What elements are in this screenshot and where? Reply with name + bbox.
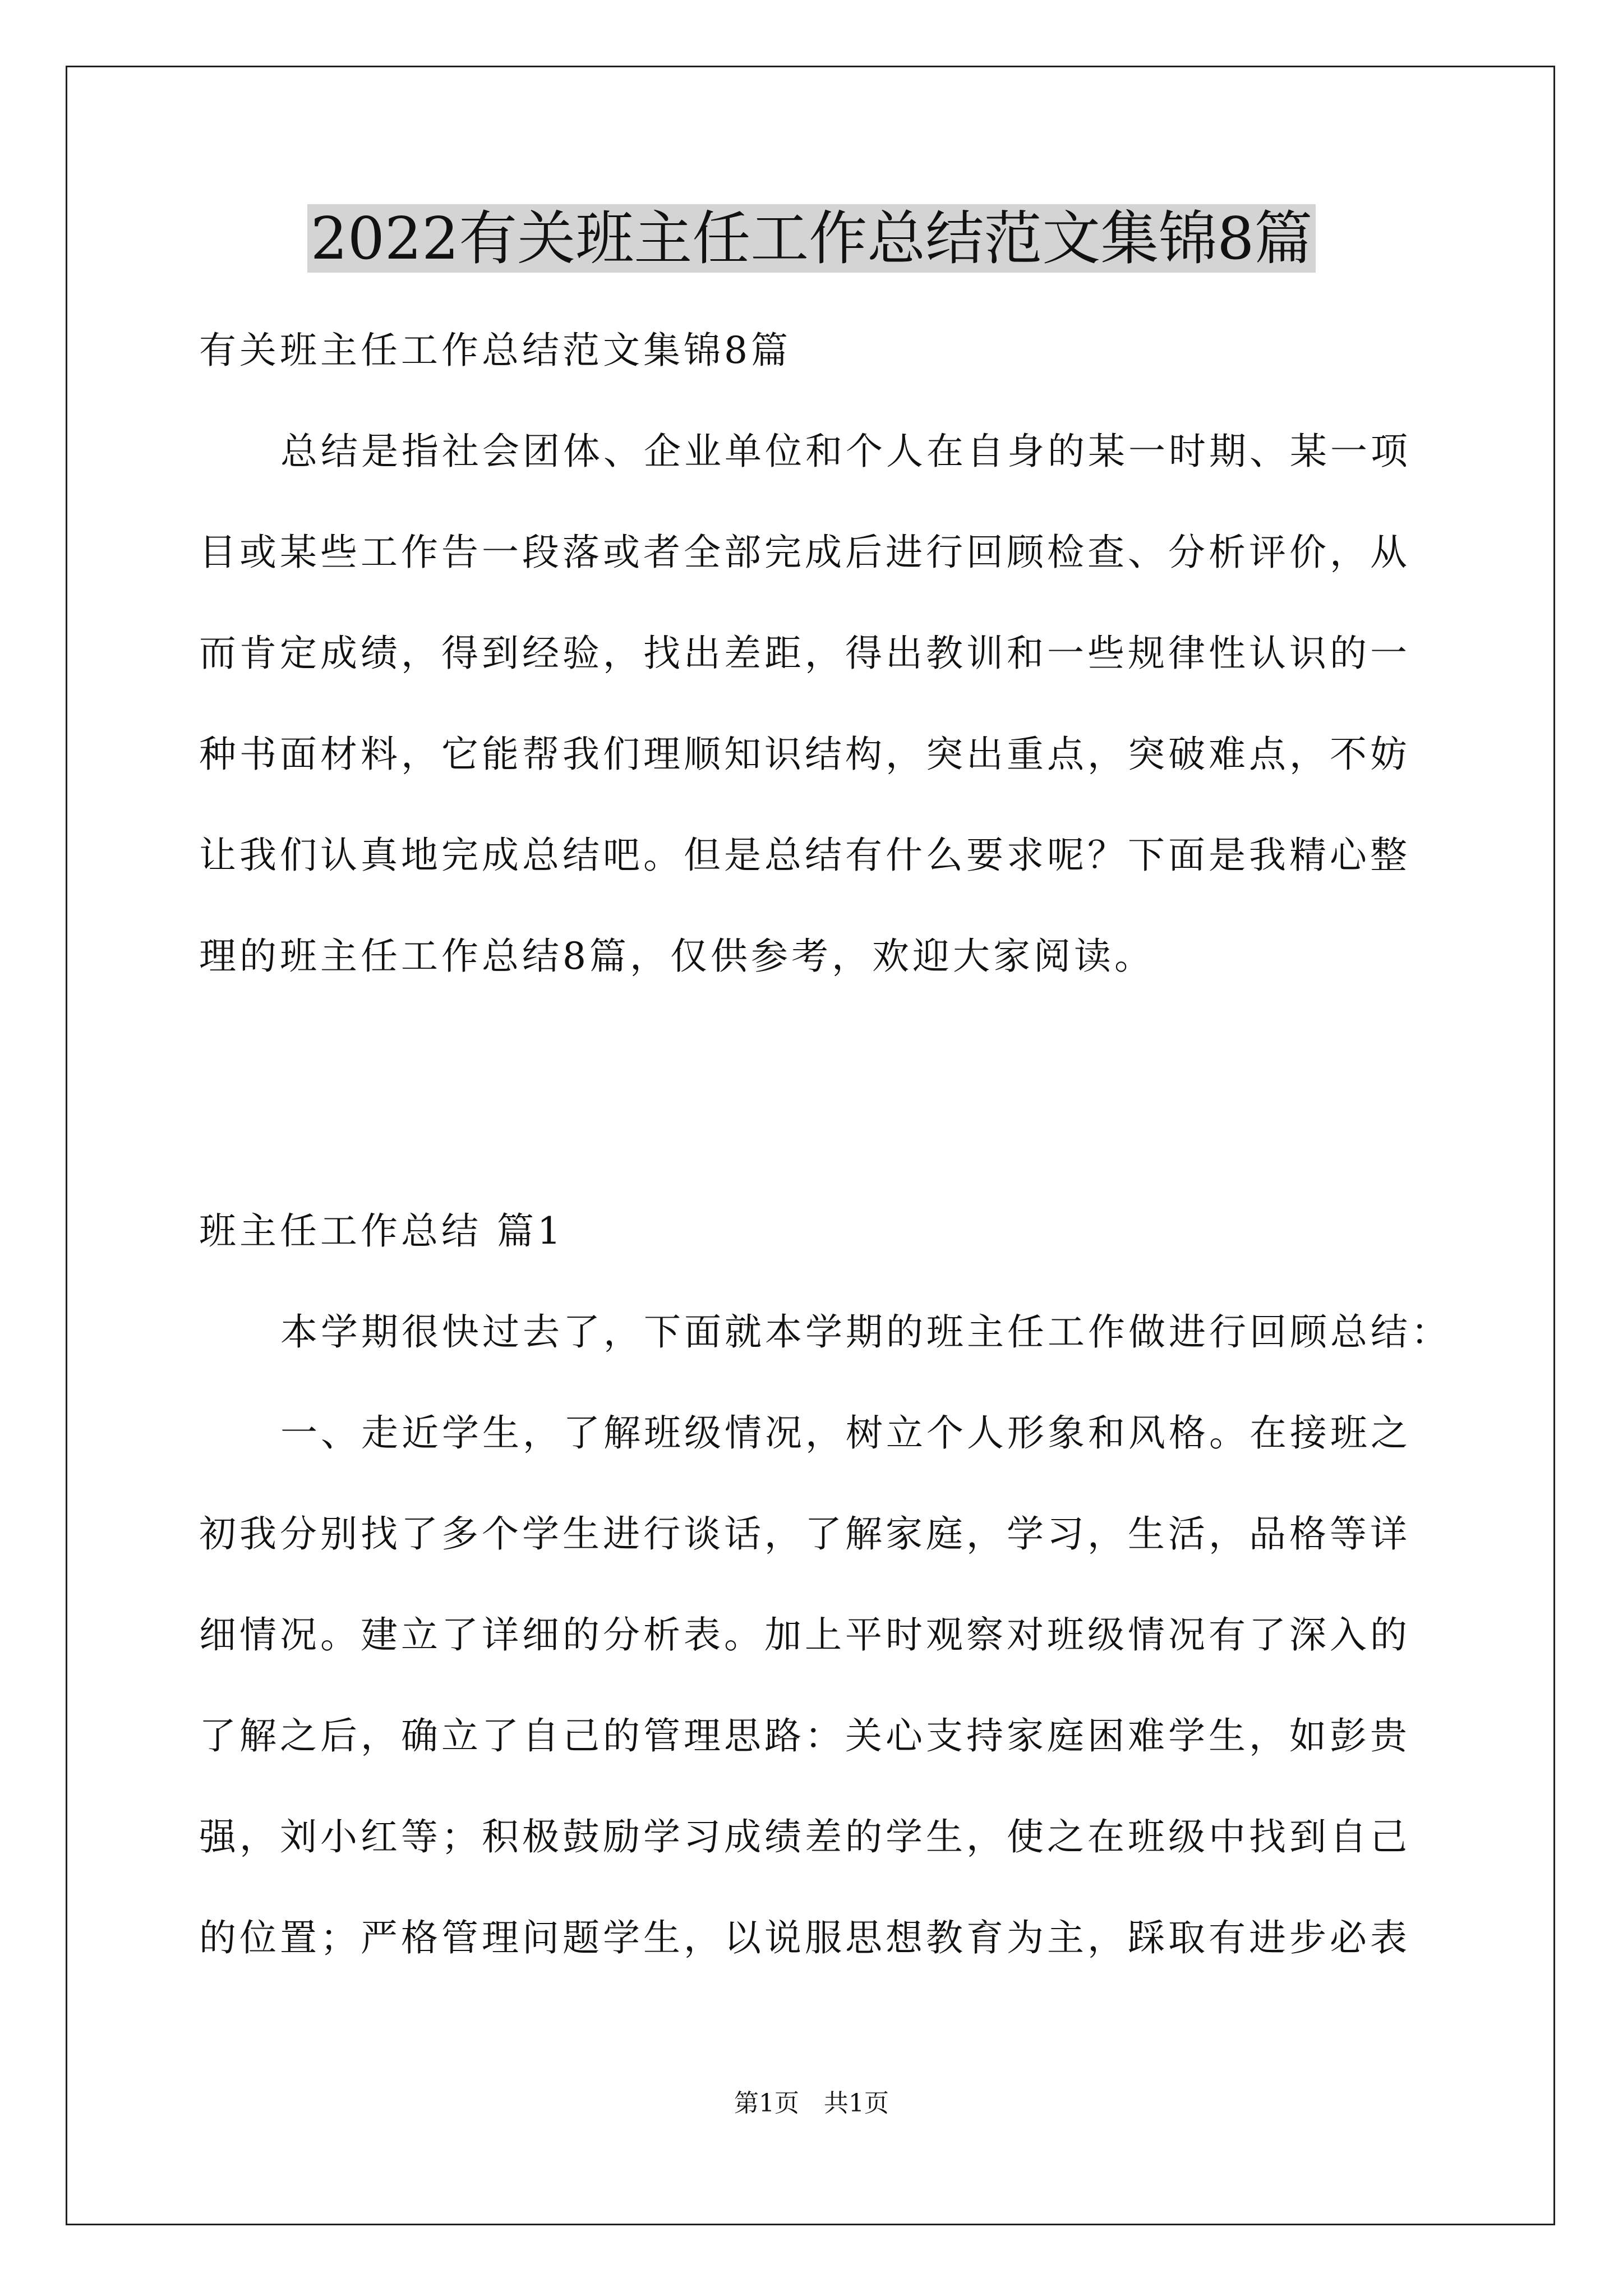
section-line-6: 强，刘小红等；积极鼓励学习成绩差的学生，使之在班级中找到自己 — [199, 1815, 1410, 1858]
page-border — [66, 66, 1555, 2225]
intro-line-6: 理的班主任工作总结8篇，仅供参考，欢迎大家阅读。 — [199, 935, 1155, 978]
document-subtitle: 有关班主任工作总结范文集锦8篇 — [199, 329, 791, 372]
intro-line-2: 目或某些工作告一段落或者全部完成后进行回顾检查、分析评价，从 — [199, 531, 1410, 574]
intro-line-5: 让我们认真地完成总结吧。但是总结有什么要求呢？下面是我精心整 — [199, 834, 1410, 877]
section-heading: 班主任工作总结 篇1 — [199, 1209, 564, 1253]
section-line-7: 的位置；严格管理问题学生，以说服思想教育为主，踩取有进步必表 — [199, 1916, 1410, 1959]
intro-line-3: 而肯定成绩，得到经验，找出差距，得出教训和一些规律性认识的一 — [199, 632, 1410, 675]
section-line-3: 初我分别找了多个学生进行谈话，了解家庭，学习，生活，品格等详 — [199, 1512, 1410, 1556]
section-line-2: 一、走近学生，了解班级情况，树立个人形象和风格。在接班之 — [280, 1411, 1411, 1455]
document-title — [0, 199, 1623, 278]
document-title-text: 2022有关班主任工作总结范文集锦8篇 — [307, 204, 1316, 273]
page-footer: 第1页 共1页 — [734, 2089, 889, 2118]
intro-line-4: 种书面材料，它能帮我们理顺知识结构，突出重点，突破难点，不妨 — [199, 733, 1410, 776]
section-line-4: 细情况。建立了详细的分析表。加上平时观察对班级情况有了深入的 — [199, 1613, 1410, 1657]
section-line-5: 了解之后，确立了自己的管理思路：关心支持家庭困难学生，如彭贵 — [199, 1714, 1410, 1757]
section-line-1: 本学期很快过去了，下面就本学期的班主任工作做进行回顾总结： — [280, 1310, 1451, 1354]
intro-line-1: 总结是指社会团体、企业单位和个人在自身的某一时期、某一项 — [280, 430, 1411, 473]
